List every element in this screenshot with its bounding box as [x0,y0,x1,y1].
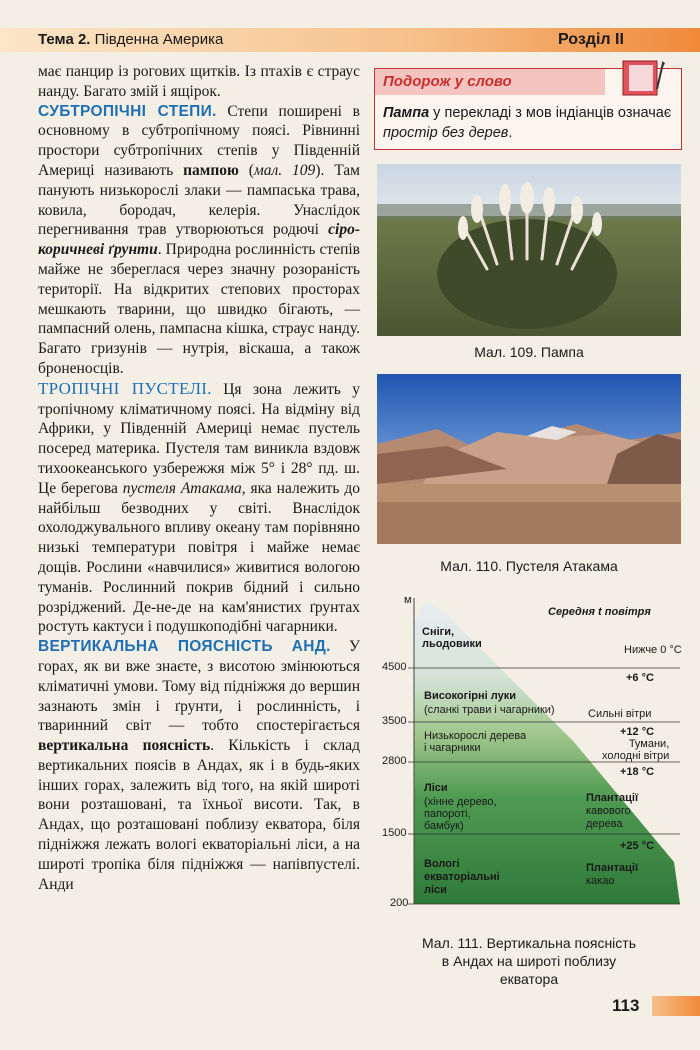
word-journey-box [374,68,682,150]
paragraph-tropical-deserts: ТРОПІЧНІ ПУСТЕЛІ. Ця зона лежить у тропічному кліматичному поясі. На відміну від Африки, у Південній Америці немає пустель посеред материка. Пустеля там виникла вздовж тихоокеанського узбережжя між 5° і 28° пд. ш. Це берегова пустеля Атакама, яка належить до найбільш безводних у світі. Внаслідок охолоджувального впливу океану там порівняно низькі температури повітря і майже немає дощів. Рослини «навчилися» живитися вологою туманів. Рослинний покрив бідний і сильно розріджений. Де-не-де на кам'янистих ґрунтах ростуть кактуси і подушкоподібні чагарники. [38,378,360,636]
temperature-title: Середня t повітря [548,606,651,618]
section-heading: ТРОПІЧНІ ПУСТЕЛІ. [38,378,212,398]
paragraph-subtropical-steppes: СУБТРОПІЧНІ СТЕПИ. Степи поширені в основному в субтропічному поясі. Рівнинні простори субтропічних степів у Південній Америці називають пампою (мал. 109). Там панують низькорослі злаки — пампаська трава, ковила, бородач, келерія. Унаслідок перегнивання трав утворюються родючі сіро-коричневі ґрунти. Природна рослинність степів майже не збереглася через значну розораність території. На відкритих степових просторах мешкають тварини, що швидко бігають, — пампасний олень, пампасна кішка, страус нанду. Багато гризунів — нутрія, віскаша, а також броненосців. [38,102,360,377]
height-label: 2800 [382,755,407,767]
temp-plus18: +18 °С [620,766,655,778]
figure-caption: Мал. 111. Вертикальна поясність в Андах на широті поблизу екватора [421,935,637,987]
zone-wet-forest: Вологі екваторіальні ліси [424,858,500,896]
height-label: 4500 [382,661,407,673]
axis-unit: м [404,594,412,606]
section-header: Розділ II [558,31,624,48]
section-heading: ВЕРТИКАЛЬНА ПОЯСНІСТЬ АНД. [38,638,331,656]
topic-header: Тема 2. Південна Америка [38,31,224,48]
vertical-zonation-diagram [374,592,680,922]
height-label: 3500 [382,715,407,727]
zone-shrubs: Низькорослі дерева і чагарники [424,730,527,754]
paragraph: має панцир із рогових щитків. Із птахів є страус нанду. Багато змій і ящірок. [38,63,360,100]
temp-plus6: +6 °С [626,672,654,684]
temp-plus12: +12 °С [620,726,655,738]
zone-snow: Сніги, льодовики [422,626,482,650]
height-label: 1500 [382,827,407,839]
height-label: 200 [390,897,409,909]
zone-forest: Ліси [424,782,448,794]
figure-caption: Мал. 110. Пустеля Атакама [440,558,618,574]
word-box-title: Подорож у слово [375,69,605,95]
coffee-plantations: Плантації кавового дерева [586,792,639,830]
figure-caption: Мал. 109. Пампа [474,344,584,360]
zone-forest-desc: (хінне дерево, папороті, бамбук) [424,796,497,832]
pampa-photo [377,164,681,336]
cacao-plantations: Плантації какао [586,862,639,887]
zone-meadow: Високогірні луки [424,690,516,702]
atacama-photo [377,374,681,544]
book-icon [619,59,665,99]
section-heading: СУБТРОПІЧНІ СТЕПИ. [38,102,217,120]
main-text-column [38,62,360,894]
page-number-bar [652,996,700,1016]
fog-winds: Тумани, холодні вітри [602,738,670,762]
temp-below0: Нижче 0 °С [624,644,682,656]
word-box-text: Пампа у перекладі з мов індіанців означає простір без дерев. [383,105,672,141]
zone-meadow-desc: (сланкі трави і чагарники) [424,704,555,716]
paragraph-vertical-zonation: ВЕРТИКАЛЬНА ПОЯСНІСТЬ АНД. У горах, як ви вже знаєте, з висотою змінюються кліматичні умови. Тому від підніжжя до вершин зазнають змін і ґрунти, і рослинність, і тваринний світ — тобто спостерігається вертикальна поясність. Кількість і склад вертикальних поясів в Андах, як і в будь-яких інших горах, залежить від того, на якій широті вони розташовані, та їхньої висоти. Так, в Андах, що розташовані поблизу екватора, біля підніжжя лежать вологі екваторіальні ліси, а на широті тропіка біля підніжжя — напівпустелі. Анди [38,638,360,893]
temp-plus25: +25 °С [620,840,655,852]
strong-winds: Сильні вітри [588,708,652,720]
page-number: 113 [612,996,640,1015]
